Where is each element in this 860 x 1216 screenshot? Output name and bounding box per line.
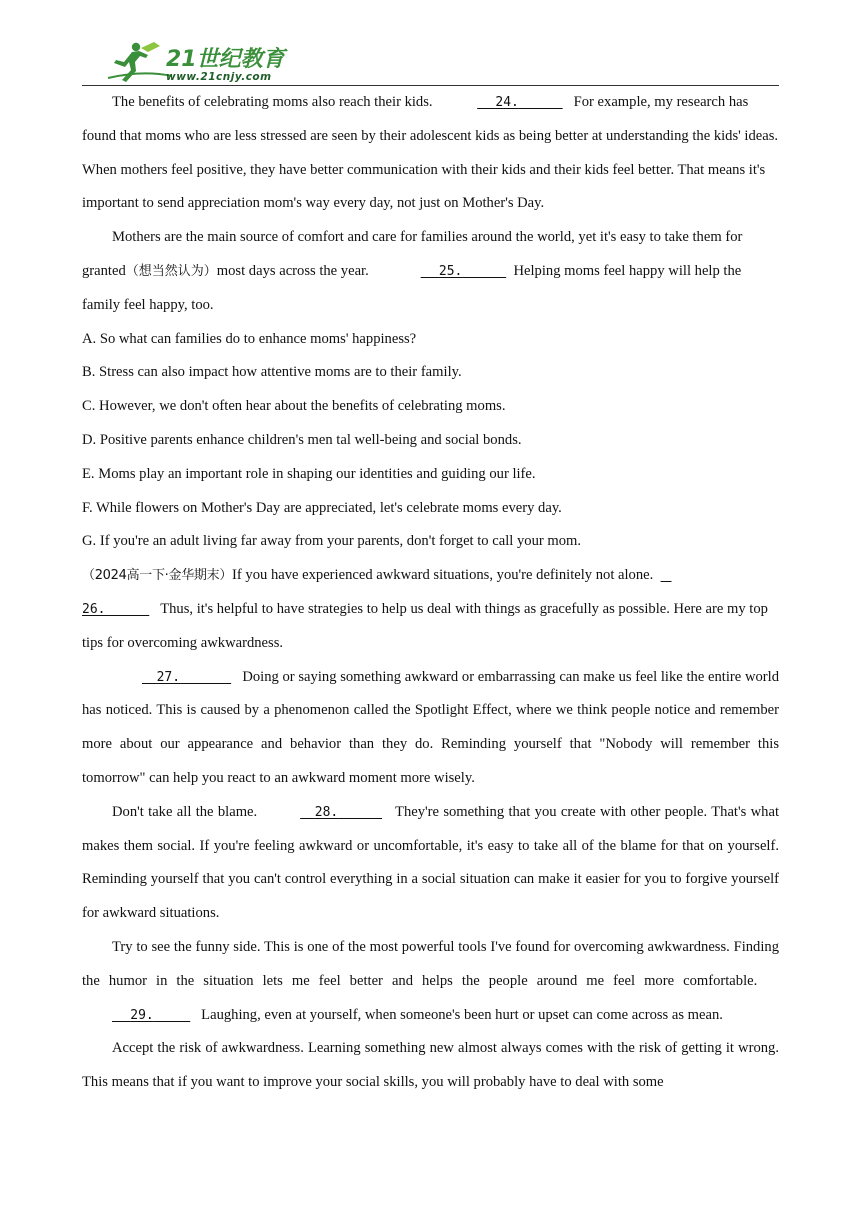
option-f: F. While flowers on Mother's Day are appreciated, let's celebrate moms every day. <box>82 499 562 516</box>
option-d: D. Positive parents enhance children's men tal well-being and social bonds. <box>82 431 522 448</box>
option-a: A. So what can families do to enhance moms' happiness? <box>82 330 417 347</box>
question-source: （2024高一下·金华期末） <box>82 568 233 584</box>
answer-blank-27[interactable]: 27. <box>156 669 181 685</box>
runner-icon <box>108 42 172 82</box>
page-header <box>82 38 779 86</box>
option-e: E. Moms play an important role in shaping our identities and guiding our life. <box>82 465 536 482</box>
paragraph: Don't take all the blame. 28. They're something that you create with other people. That's what makes them social. If you're feeling awkward or uncomfortable, it's easy to take all of the blame for that on yourself. Reminding yourself that you can't control everything in a social situation can make it easier for you to forgive yourself for awkward situations. <box>82 796 779 931</box>
paragraph: Try to see the funny side. This is one of the most powerful tools I've found for overcoming awkwardness. Finding the humor in the situation lets me feel better and helps the people around me feel more comfortable. 29. Laughing, even at yourself, when someone's been hurt or upset can come across as mean. <box>82 931 779 1032</box>
answer-blank-25[interactable]: 25. <box>438 263 463 279</box>
chinese-gloss: （想当然认为） <box>125 263 217 279</box>
answer-blank-26[interactable] <box>661 559 672 593</box>
paragraph: 27. Doing or saying something awkward or embarrassing can make us feel like the entire world has noticed. This is caused by a phenomenon called the Spotlight Effect, where we think people notice and remember more about our appearance and behavior than they do. Reminding yourself that "Nobody will remember this tomorrow" can help you react to an awkward moment more wisely. <box>82 661 779 796</box>
logo-text: 21世纪教育 <box>166 47 285 72</box>
document-body <box>82 86 779 1100</box>
answer-blank-24[interactable]: 24. <box>495 95 519 110</box>
paragraph: Mothers are the main source of comfort and care for families around the world, yet it's easy to take them for granted（想当然认为）most days across the year. 25. Helping moms feel happy will help the family feel happy, too. <box>82 229 743 313</box>
paragraph: The benefits of celebrating moms also reach their kids. 24. For example, my research has found that moms who are less stressed are seen by their adolescent kids as being better at understanding the kids' ideas. When mothers feel positive, they have better communication with their kids and their kids feel better. That means it's important to send appreciation mom's way every day, not just on Mother's Day. <box>82 86 779 221</box>
logo <box>102 40 292 84</box>
answer-blank-29[interactable]: 29. <box>130 1007 154 1023</box>
answer-blank-28[interactable]: 28. <box>314 804 339 820</box>
option-b: B. Stress can also impact how attentive moms are to their family. <box>82 364 462 381</box>
option-g: G. If you're an adult living far away from your parents, don't forget to call your mom. <box>82 533 582 550</box>
logo-url: www.21cnjy.com <box>166 71 272 83</box>
paragraph: （2024高一下·金华期末）If you have experienced awkward situations, you're definitely not alone. 26. Thus, it's helpful to have strategies to help us deal with things as gracefully as possible. Here are my top tips for overcoming awkwardness. <box>82 559 779 660</box>
option-c: C. However, we don't often hear about the benefits of celebrating moms. <box>82 398 506 415</box>
paragraph: Accept the risk of awkwardness. Learning something new almost always comes with the risk of getting it wrong. This means that if you want to improve your social skills, you will probably have to deal with some <box>82 1040 779 1091</box>
